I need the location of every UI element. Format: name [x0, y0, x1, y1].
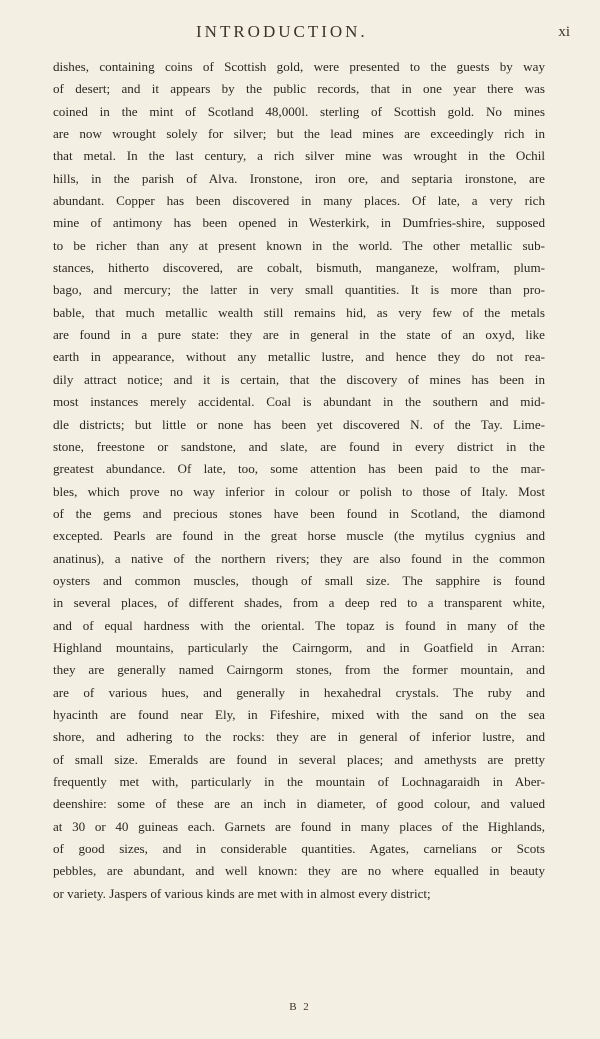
body-text [53, 56, 545, 905]
text-line: are found in a pure state: they are in general in the state of an oxyd, like [53, 327, 545, 343]
signature-mark: B 2 [289, 1001, 311, 1013]
text-line: hills, in the parish of Alva. Ironstone, iron ore, and septaria ironstone, are [53, 170, 545, 186]
text-line: and of equal hardness with the oriental. The topaz is found in many of the [53, 617, 545, 633]
text-line: Highland mountains, particularly the Cairngorm, and in Goatfield in Arran: [53, 639, 545, 655]
running-title: INTRODUCTION. [196, 22, 368, 41]
text-line: dle districts; but little or none has been yet discovered N. of the Tay. Lime- [53, 416, 545, 432]
text-line: at 30 or 40 guineas each. Garnets are found in many places of the Highlands, [53, 818, 545, 834]
text-line: excepted. Pearls are found in the great horse muscle (the mytilus cygnius and [53, 528, 545, 544]
text-line: earth in appearance, without any metallic lustre, and hence they do not rea- [53, 349, 545, 365]
text-line: are of various hues, and generally in hexahedral crystals. The ruby and [53, 684, 545, 700]
text-line: they are generally named Cairngorm stones, from the former mountain, and [53, 662, 545, 678]
text-line: in several places, of different shades, from a deep red to a transparent white, [53, 595, 545, 611]
text-line: to be richer than any at present known in the world. The other metallic sub- [53, 237, 545, 253]
text-line: frequently met with, particularly in the mountain of Lochnagaraidh in Aber- [53, 774, 545, 789]
page-number: xi [558, 24, 570, 40]
text-line: hyacinth are found near Ely, in Fifeshire, mixed with the sand on the sea [53, 706, 545, 722]
text-line: of desert; and it appears by the public records, that in one year there was [53, 81, 545, 97]
text-line: or variety. Jaspers of various kinds are met with in almost every district; [53, 885, 431, 901]
text-line: most instances merely accidental. Coal is abundant in the southern and mid- [53, 394, 545, 410]
text-line: deenshire: some of these are an inch in diameter, of good colour, and valued [53, 796, 545, 812]
text-line: of small size. Emeralds are found in several places; and amethysts are pretty [53, 751, 545, 767]
text-line: of good sizes, and in considerable quantities. Agates, carnelians or Scots [53, 841, 545, 857]
text-line: bles, which prove no way inferior in colour or polish to those of Italy. Most [53, 483, 545, 499]
text-line: coined in the mint of Scotland 48,000l. sterling of Scottish gold. No mines [53, 103, 545, 119]
text-line: that metal. In the last century, a rich silver mine was wrought in the Ochil [53, 148, 545, 164]
text-line: dily attract notice; and it is certain, that the discovery of mines has been in [53, 371, 545, 387]
text-line: abundant. Copper has been discovered in many places. Of late, a very rich [53, 193, 545, 209]
page-header [46, 22, 570, 46]
text-line: anatinus), a native of the northern rivers; they are also found in the common [53, 550, 545, 566]
text-line: oysters and common muscles, though of small size. The sapphire is found [53, 572, 545, 588]
text-line: dishes, containing coins of Scottish gold, were presented to the guests by way [53, 59, 545, 74]
text-line: of the gems and precious stones have been found in Scotland, the diamond [53, 505, 545, 521]
text-line: bago, and mercury; the latter in very small quantities. It is more than pro- [53, 282, 545, 298]
text-line: shore, and adhering to the rocks: they are in general of inferior lustre, and [53, 729, 545, 745]
text-line: mine of antimony has been opened in Westerkirk, in Dumfries-shire, supposed [53, 215, 545, 231]
text-line: bable, that much metallic wealth still remains hid, as very few of the metals [53, 304, 545, 320]
text-line: are now wrought solely for silver; but the lead mines are exceedingly rich in [53, 126, 545, 142]
text-line: stances, hitherto discovered, are cobalt, bismuth, manganeze, wolfram, plum- [53, 260, 545, 276]
text-line: pebbles, are abundant, and well known: they are no where equalled in beauty [53, 863, 545, 879]
text-line: stone, freestone or sandstone, and slate, are found in every district in the [53, 438, 545, 454]
text-line: greatest abundance. Of late, too, some attention has been paid to the mar- [53, 461, 545, 477]
